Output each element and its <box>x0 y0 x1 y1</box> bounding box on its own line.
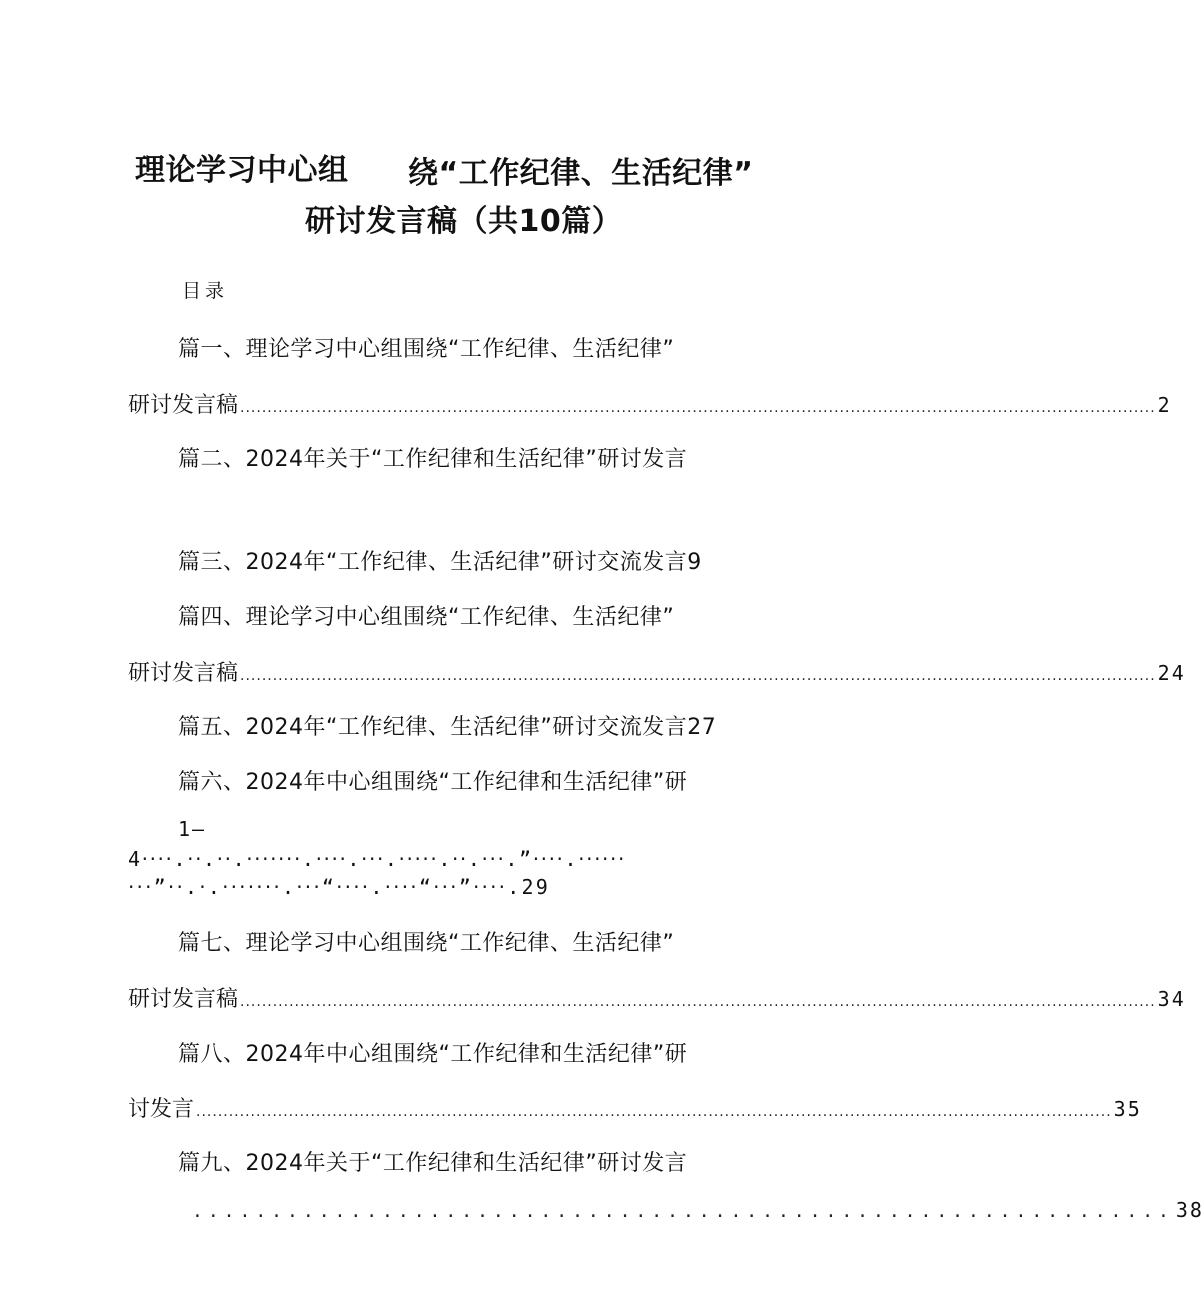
toc-entry-1-page: 2 <box>1157 393 1172 417</box>
toc-entry-9-page: 38 <box>1175 1198 1204 1222</box>
toc-entry-4-line1[interactable]: 篇四、理论学习中心组围绕“工作纪律、生活纪律” <box>178 605 675 630</box>
toc-entry-4-leader-row[interactable] <box>128 656 1186 687</box>
dot-leader: ........................................................................................................................................................................ <box>240 400 1156 416</box>
toc-heading: 目录 <box>182 280 229 302</box>
toc-entry-7-page: 34 <box>1157 987 1186 1011</box>
toc-entry-3-line1[interactable]: 篇三、2024年“工作纪律、生活纪律”研讨交流发言9 <box>178 550 702 575</box>
toc-entry-1-line1[interactable]: 篇一、理论学习中心组围绕“工作纪律、生活纪律” <box>178 337 675 362</box>
toc-entry-9-line1[interactable]: 篇九、2024年关于“工作纪律和生活纪律”研讨发言 <box>178 1151 688 1176</box>
toc-entry-7-line1[interactable]: 篇七、理论学习中心组围绕“工作纪律、生活纪律” <box>178 931 675 956</box>
toc-entry-8-leader-row[interactable] <box>128 1092 1142 1123</box>
dot-leader: ........................................................................................................................................................................ <box>240 668 1156 684</box>
toc-entry-1-leader-row[interactable] <box>128 388 1172 419</box>
toc-entry-4-line2: 研讨发言稿 <box>128 661 239 686</box>
toc-entry-6-line1[interactable]: 篇六、2024年中心组围绕“工作纪律和生活纪律”研 <box>178 770 688 795</box>
toc-entry-6-line3: 4‧‧‧‧.‧‧.‧‧.‧‧‧‧‧‧‧.‧‧‧‧.‧‧‧.‧‧‧‧‧.‧‧.‧‧‧.”‧‧‧‧.‧‧‧‧‧‧ <box>128 847 626 871</box>
toc-entry-9-leader-row[interactable] <box>190 1198 1204 1222</box>
toc-entry-4-page: 24 <box>1157 661 1186 685</box>
doc-title-part2: 绕“工作纪律、生活纪律” <box>408 156 754 191</box>
toc-entry-7-line2: 研讨发言稿 <box>128 987 239 1012</box>
toc-entry-1-line2: 研讨发言稿 <box>128 393 239 418</box>
toc-entry-2-line1[interactable]: 篇二、2024年关于“工作纪律和生活纪律”研讨发言 <box>178 447 688 472</box>
toc-entry-8-page: 35 <box>1113 1097 1142 1121</box>
doc-title-line2: 研讨发言稿（共10篇） <box>305 204 623 239</box>
toc-entry-8-line2: 讨发言 <box>128 1097 195 1122</box>
dot-leader: ........................................................................................................................................................................ <box>196 1104 1112 1120</box>
doc-title-part1: 理论学习中心组 <box>135 153 349 188</box>
dot-leader: .............................................................. <box>192 1201 1174 1222</box>
toc-entry-5-line1[interactable]: 篇五、2024年“工作纪律、生活纪律”研讨交流发言27 <box>178 715 717 740</box>
toc-entry-7-leader-row[interactable] <box>128 982 1186 1013</box>
dot-leader: ........................................................................................................................................................................ <box>240 994 1156 1010</box>
toc-entry-6-line2: 1— <box>178 817 207 841</box>
toc-entry-6-line4: ‧‧‧”‧‧.‧.‧‧‧‧‧‧‧.‧‧‧“‧‧‧‧.‧‧‧‧“‧‧‧”‧‧‧‧.29 <box>128 875 550 899</box>
toc-entry-8-line1[interactable]: 篇八、2024年中心组围绕“工作纪律和生活纪律”研 <box>178 1042 688 1067</box>
